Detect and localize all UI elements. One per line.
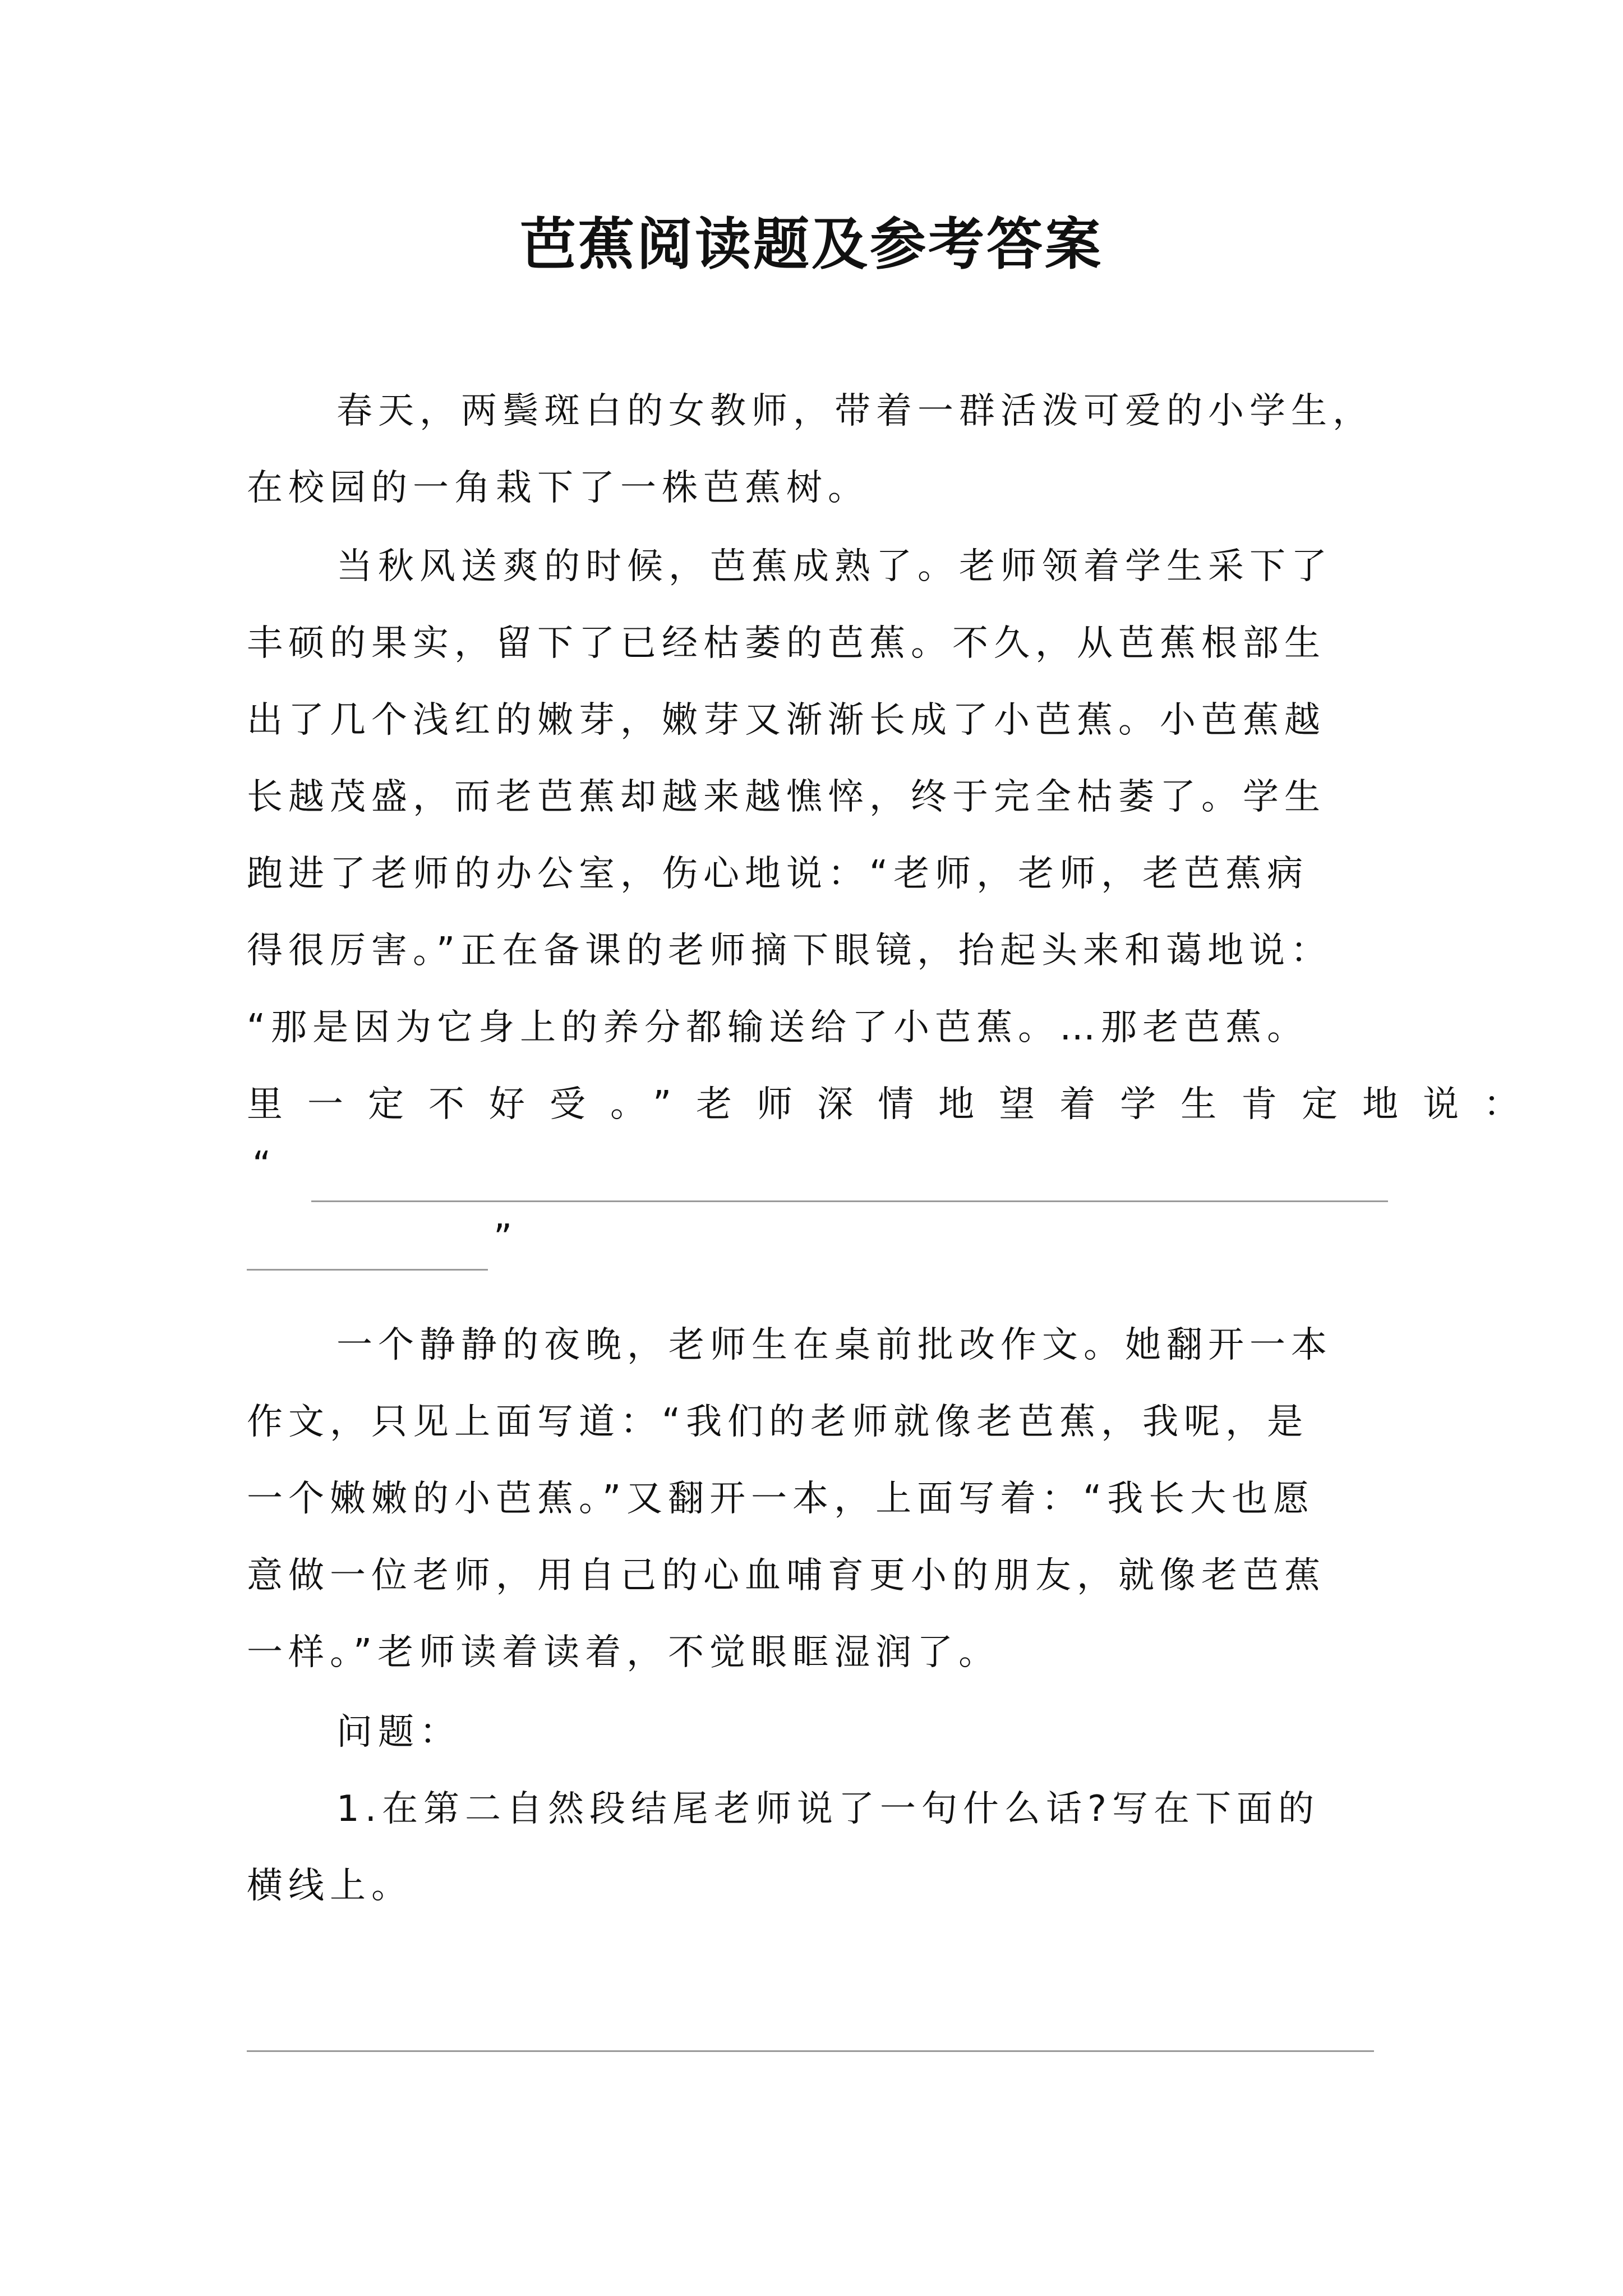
- paragraph-line: 当秋风送爽的时候，芭蕉成熟了。老师领着学生采下了: [336, 546, 1332, 587]
- paragraph-line: 意做一位老师，用自己的心血哺育更小的朋友，就像老芭蕉: [247, 1555, 1326, 1596]
- paragraph-line: 春天，两鬓斑白的女教师，带着一群活泼可爱的小学生，: [336, 390, 1374, 432]
- paragraph-line: 长越茂盛，而老芭蕉却越来越憔悴，终于完全枯萎了。学生: [247, 776, 1326, 818]
- paragraph-line: 得很厉害。”正在备课的老师摘下眼镜，抬起头来和蔼地说：: [247, 930, 1332, 972]
- paragraph-line: 里一定不好受。”老师深情地望着学生肯定地说：: [247, 1084, 1544, 1125]
- paragraph-line: 丰硕的果实，留下了已经枯萎的芭蕉。不久，从芭蕉根部生: [247, 623, 1326, 664]
- paragraph-1: [247, 373, 1374, 527]
- question-1: [247, 1771, 1374, 1925]
- questions-section: [247, 1694, 1374, 1771]
- question-1-answer-line[interactable]: [247, 2050, 1374, 2052]
- paragraph-2: [247, 528, 1544, 1143]
- paragraph-line: 一个静静的夜晚，老师生在桌前批改作文。她翻开一本: [336, 1324, 1332, 1366]
- question-line: 横线上。: [247, 1865, 413, 1907]
- answer-blank-line[interactable]: [247, 1269, 488, 1271]
- paragraph-line: 一样。”老师读着读着，不觉眼眶湿润了。: [247, 1632, 1000, 1673]
- document-title: 芭蕉阅读题及参考答案: [520, 211, 1103, 277]
- paragraph-line: 在校园的一角栽下了一株芭蕉树。: [247, 467, 869, 509]
- open-quote: “: [252, 1144, 271, 1186]
- paragraph-line: 出了几个浅红的嫩芽，嫩芽又渐渐长成了小芭蕉。小芭蕉越: [247, 700, 1326, 741]
- close-quote: ”: [494, 1217, 513, 1259]
- paragraph-3: [247, 1307, 1374, 1691]
- question-line: 1.在第二自然段结尾老师说了一句什么话?写在下面的: [336, 1788, 1320, 1830]
- paragraph-line: 跑进了老师的办公室，伤心地说：“老师，老师，老芭蕉病: [247, 853, 1309, 895]
- paragraph-line: 一个嫩嫩的小芭蕉。”又翻开一本，上面写着：“我长大也愿: [247, 1478, 1315, 1520]
- answer-blank-line[interactable]: [311, 1200, 1388, 1202]
- paragraph-line: “那是因为它身上的养分都输送给了小芭蕉。…那老芭蕉。: [247, 1007, 1309, 1048]
- questions-label: 问题：: [336, 1711, 461, 1753]
- paragraph-line: 作文，只见上面写道：“我们的老师就像老芭蕉，我呢，是: [247, 1401, 1309, 1443]
